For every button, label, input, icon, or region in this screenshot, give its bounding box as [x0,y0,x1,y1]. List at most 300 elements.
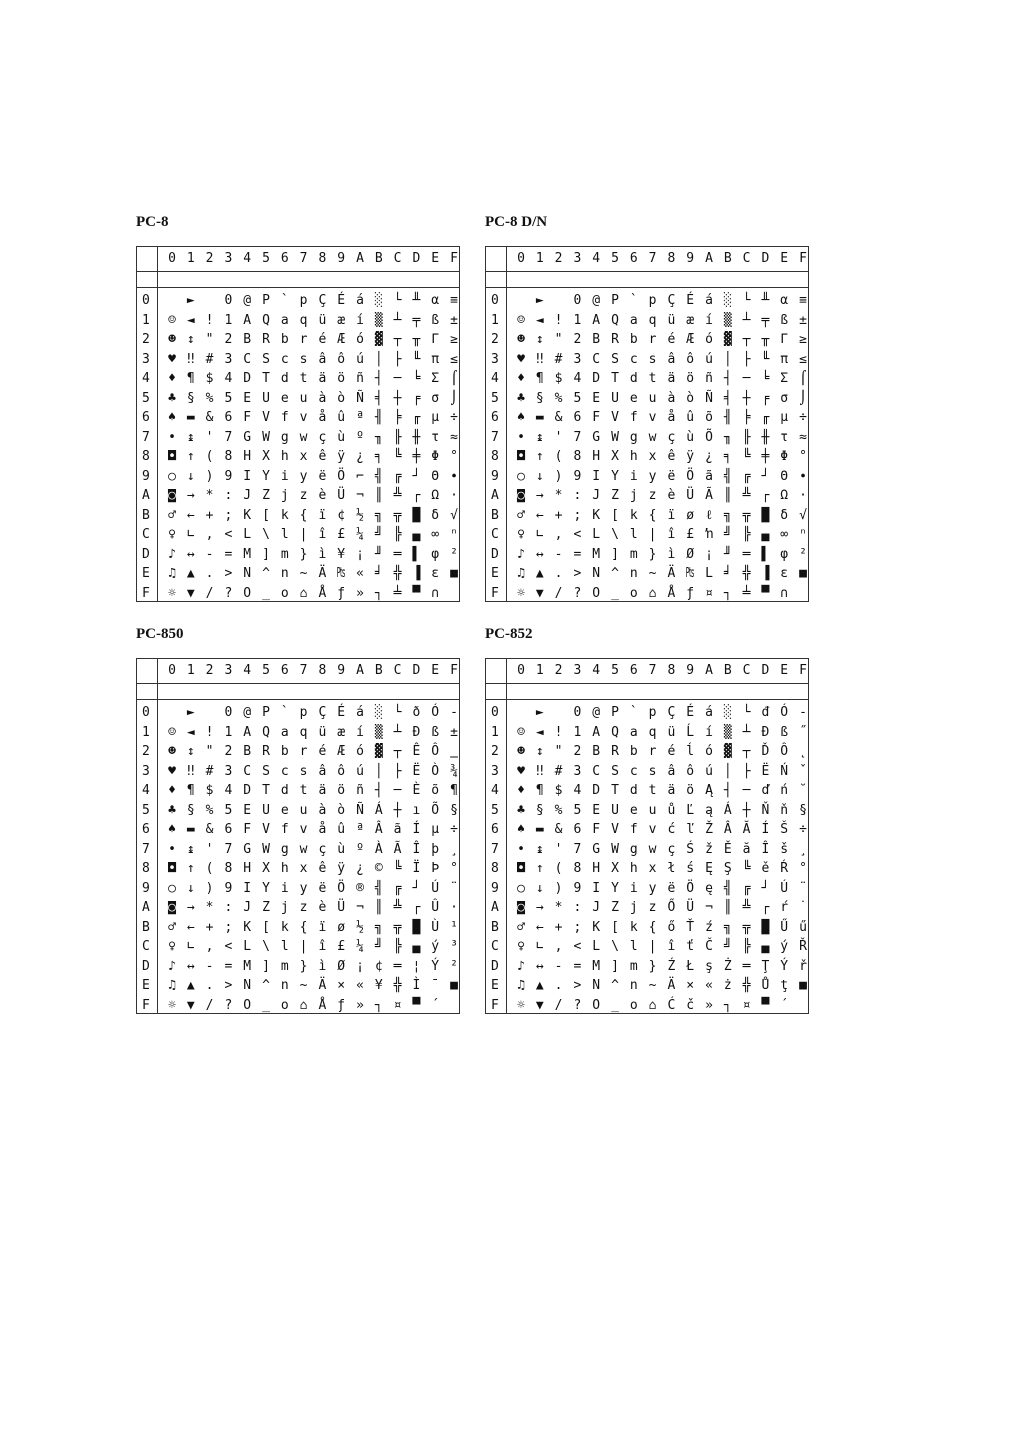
character-cell: Î [412,841,421,857]
character-cell: r [648,332,657,347]
character-cell: C [592,763,601,779]
character-cell: ╚ [742,449,751,464]
row-header: B [142,919,150,935]
character-cell [794,584,812,604]
character-cell: ¨ [450,880,458,896]
character-cell: $ [205,371,214,386]
character-cell: ` [629,705,638,720]
character-cell: & [205,822,214,837]
character-cell: x [648,449,657,464]
character-cell: ‼ [186,763,195,779]
character-cell: ê [667,449,676,464]
character-cell: 2 [224,332,233,347]
character-cell: A [592,312,601,328]
character-cell: D [592,371,601,386]
character-cell: Ç [318,293,327,308]
character-cell: : [224,900,233,915]
character-cell: ╦ [393,919,402,935]
character-cell: ∟ [535,527,544,542]
character-cell: ║ [723,900,732,915]
character-cell: ♪ [168,546,176,562]
character-cell: æ [337,724,346,740]
character-cell: ◄ [535,312,544,328]
character-cell: ℓ [705,507,713,523]
character-cell: ~ [648,978,657,993]
character-cell: a [280,312,289,328]
row-header: C [142,939,150,954]
character-cell: c [280,763,289,779]
character-cell: B [592,744,601,759]
character-cell: Š [780,822,789,837]
character-cell: § [450,802,458,818]
column-header: 2 [205,251,214,266]
character-cell: 8 [573,449,582,464]
character-cell: ╪ [761,449,770,464]
character-cell: ♦ [168,783,176,798]
character-cell: ╗ [723,507,732,523]
character-cell: / [205,997,214,1013]
character-cell: Ü [337,488,346,503]
character-cell: Î [761,841,770,857]
character-cell: N [243,566,252,581]
character-cell: ╦ [742,919,751,935]
character-cell: í [705,312,713,328]
row-header: D [491,546,499,562]
character-cell: Y [262,880,270,896]
character-cell: ☻ [517,744,525,759]
character-cell: h [280,861,289,876]
character-cell: ¬ [705,900,713,915]
character-cell: ▼ [535,997,544,1013]
character-cell: ë [318,880,327,896]
character-cell: á [356,705,364,720]
character-cell: j [280,488,289,503]
character-cell: F [243,822,252,837]
character-cell: K [243,507,252,523]
character-cell: $ [554,783,563,798]
character-cell: ♫ [168,566,176,581]
character-cell: δ [780,507,789,523]
character-cell: M [243,958,252,974]
character-cell: ♦ [168,371,176,386]
character-cell: ť [686,939,695,954]
character-cell: ä [318,783,327,798]
character-cell: ▓ [723,332,732,347]
row-header: 8 [491,449,499,464]
character-cell: i [280,880,289,896]
column-header: 8 [318,663,327,678]
character-cell: ε [780,566,789,581]
character-cell: ≈ [799,429,807,445]
character-cell: ▐ [761,566,770,581]
character-cell: - [205,958,214,974]
character-cell: é [318,744,327,759]
character-cell: a [280,724,289,740]
character-cell: ▒ [374,312,383,328]
character-cell: Ô [780,744,789,759]
character-cell: * [554,900,563,915]
row-header: 5 [491,390,499,406]
character-cell: ∞ [780,527,789,542]
character-cell: f [629,410,638,425]
character-cell: ♣ [517,802,525,818]
character-cell: | [648,939,657,954]
character-cell: n [280,566,289,581]
character-cell: Ú [431,880,440,896]
row-header: 1 [142,724,150,740]
character-cell: ř [799,958,807,974]
column-header: 3 [224,251,233,266]
character-cell: F [592,410,601,425]
character-cell: ╫ [761,429,770,445]
character-cell: ; [224,919,233,935]
character-cell: Z [611,488,619,503]
column-header: 1 [535,663,544,678]
character-cell: ♪ [517,958,525,974]
character-cell: ♦ [517,371,525,386]
character-cell: \ [611,939,619,954]
character-cell: ─ [393,371,402,386]
column-header: D [761,251,770,266]
character-cell: N [592,978,601,993]
column-header: A [356,251,364,266]
character-cell: ň [780,802,789,818]
row-header: 2 [491,744,499,759]
character-cell: ┬ [742,332,751,347]
character-cell: & [554,410,563,425]
character-cell: Ő [667,900,676,915]
character-cell: Ć [667,997,676,1013]
row-header: 7 [491,429,499,445]
character-cell: └ [742,293,751,308]
character-cell: » [356,585,364,601]
character-cell: ¨ [799,880,807,896]
column-header: 6 [280,251,289,266]
character-cell: æ [337,312,346,328]
character-cell: S [611,763,619,779]
header-divider-secondary [137,287,459,288]
column-header: 9 [337,251,346,266]
character-cell: Ť [686,919,695,935]
character-cell: Ó [431,705,440,720]
character-cell: ▓ [374,744,383,759]
character-cell: Ř [799,939,807,954]
character-cell: Y [262,468,270,484]
column-header: 2 [554,251,563,266]
character-cell: ╠ [393,527,402,542]
character-cell: h [629,449,638,464]
character-cell: å [667,410,676,425]
character-cell: ▲ [186,566,195,581]
character-cell: √ [799,507,807,523]
character-cell: ° [450,449,458,464]
character-cell: ♠ [517,410,525,425]
character-cell: ç [667,429,676,445]
character-cell: ^ [611,566,619,581]
column-header: F [799,251,807,266]
character-cell: _ [262,585,270,601]
character-cell: à [318,390,327,406]
row-header: E [142,978,150,993]
character-cell: J [243,488,252,503]
character-cell: ╔ [393,468,402,484]
character-cell: ═ [742,958,751,974]
character-cell: ~ [648,566,657,581]
character-cell: À [374,841,383,857]
character-cell: ó [705,332,713,347]
character-cell: , [554,939,563,954]
character-cell: é [318,332,327,347]
character-cell: ⌂ [648,997,657,1013]
character-cell: ¡ [356,958,364,974]
character-cell: ì [318,958,327,974]
row-header: 6 [491,822,499,837]
column-header: 0 [168,251,176,266]
character-cell: ┼ [742,390,751,406]
character-cell: ⌂ [648,585,657,601]
column-header: 2 [205,663,214,678]
character-cell: └ [393,705,402,720]
character-cell: ~ [299,566,308,581]
character-cell: â [667,351,676,367]
character-cell: + [554,507,563,523]
character-cell: ▬ [186,822,195,837]
character-cell: ▌ [761,546,770,562]
character-cell: ○ [168,468,176,484]
character-cell: ╓ [761,410,770,425]
row-header: C [142,527,150,542]
row-header: 8 [491,861,499,876]
character-cell: å [318,410,327,425]
character-cell: α [431,293,440,308]
character-cell: ¸ [799,841,807,857]
character-cell: t [299,371,308,386]
character-cell: c [280,351,289,367]
character-cell: ╩ [742,488,751,503]
character-cell: m [280,958,289,974]
character-cell: % [205,802,214,818]
character-cell: ┤ [374,371,383,386]
character-cell: ? [573,997,582,1013]
column-header: 7 [299,663,308,678]
character-cell: . [205,978,214,993]
character-cell: ↑ [186,449,195,464]
character-cell: { [648,507,657,523]
character-cell: Θ [431,468,440,484]
character-cell: É [337,293,346,308]
character-cell: Ê [412,744,421,759]
character-cell: þ [431,841,440,857]
character-cell: ■ [450,566,458,581]
character-cell: Ö [686,880,695,896]
character-cell: o [280,997,289,1013]
character-cell: ü [667,312,676,328]
column-header: E [431,251,440,266]
character-cell: ╚ [742,861,751,876]
character-cell: N [243,978,252,993]
character-cell: ⌠ [450,371,458,386]
character-cell: ú [356,351,364,367]
character-cell: U [611,390,619,406]
character-cell: O [592,997,601,1013]
character-cell: 9 [573,468,582,484]
character-cell: H [243,861,252,876]
character-cell: ┬ [742,744,751,759]
character-cell: P [611,705,619,720]
character-cell: " [205,332,214,347]
column-header: 6 [629,663,638,678]
character-cell: # [205,351,214,367]
character-cell: Í [412,822,421,837]
character-cell: ► [535,705,544,720]
character-cell: M [243,546,252,562]
character-cell: ↔ [186,546,195,562]
character-cell: ¿ [356,861,364,876]
character-cell: • [168,429,176,445]
character-cell: ˘ [799,783,807,798]
character-cell: ╣ [723,468,732,484]
character-cell: ƒ [686,585,695,601]
character-cell: ♫ [517,566,525,581]
character-cell: º [356,429,364,445]
character-cell: ┴ [742,312,751,328]
column-header: F [450,663,458,678]
column-header: B [374,663,383,678]
column-header: 2 [554,663,563,678]
character-cell: ; [573,507,582,523]
character-cell: b [629,332,638,347]
row-header: D [142,546,150,562]
character-cell: r [299,744,308,759]
character-cell: § [535,390,544,406]
character-cell: ♀ [168,527,176,542]
row-header: B [491,919,499,935]
character-cell: ä [667,783,676,798]
character-cell: + [554,919,563,935]
character-cell: ÿ [686,449,695,464]
character-cell: ( [205,861,214,876]
character-cell: ▒ [723,312,732,328]
character-cell: ƒ [337,997,346,1013]
character-cell: ║ [723,488,732,503]
character-cell: J [592,488,601,503]
character-cell: τ [431,429,440,445]
character-cell: ╔ [742,468,751,484]
character-cell: ß [431,724,440,740]
character-cell [163,703,181,723]
character-cell: ¡ [356,546,364,562]
header-divider-secondary [137,699,459,700]
character-cell: Ä [318,566,327,581]
column-header: A [705,251,713,266]
character-cell: 1 [224,312,233,328]
character-cell: ô [686,763,695,779]
character-cell: µ [431,410,440,425]
character-cell: « [356,566,364,581]
header-divider [486,683,808,684]
character-cell: ░ [374,293,383,308]
character-cell: â [667,763,676,779]
column-header: 1 [186,663,195,678]
character-cell: ♂ [517,919,525,935]
character-cell: ∩ [431,585,440,601]
character-cell: + [205,507,214,523]
character-cell: ├ [742,351,751,367]
character-cell: │ [374,351,383,367]
character-cell: Ą [705,783,713,798]
character-cell: ´ [780,997,789,1013]
row-header: 8 [142,861,150,876]
character-cell: ▲ [535,978,544,993]
character-cell: ) [554,468,563,484]
character-cell: ˇ [799,763,807,779]
character-cell: ° [799,861,807,876]
character-cell: u [299,390,308,406]
character-cell: S [611,351,619,367]
column-header: 9 [686,251,695,266]
column-header: F [799,663,807,678]
character-cell: X [611,861,619,876]
character-cell: Γ [431,332,440,347]
character-cell: → [535,488,544,503]
character-cell: ² [450,546,458,562]
character-cell: A [243,724,252,740]
character-cell: l [629,527,638,542]
character-cell: ç [318,429,327,445]
character-cell: ╕ [723,449,732,464]
character-cell: ® [356,880,364,896]
character-cell: ☼ [168,585,176,601]
character-cell: p [299,705,308,720]
character-cell: ¡ [705,546,713,562]
character-cell: Ě [723,841,732,857]
header-divider-secondary [486,287,808,288]
character-cell: p [648,293,657,308]
character-cell: / [554,585,563,601]
character-cell: ╚ [393,449,402,464]
character-cell: § [535,802,544,818]
character-cell: ≡ [799,293,807,308]
character-cell: ï [667,507,676,523]
character-cell: Æ [686,332,695,347]
character-cell: ◙ [517,488,525,503]
character-cell: ĺ [686,744,695,759]
character-cell: ╨ [412,293,421,308]
character-cell: G [243,841,252,857]
column-header: 8 [667,251,676,266]
character-cell: + [205,919,214,935]
column-header: 7 [299,251,308,266]
character-cell: A [243,312,252,328]
character-cell: ⌡ [799,390,807,406]
character-cell: ½ [356,919,364,935]
character-cell: ╠ [393,939,402,954]
character-cell: Ü [686,900,695,915]
column-header: E [780,251,789,266]
row-header: 0 [142,293,150,308]
character-cell: ? [573,585,582,601]
character-cell: P [262,293,270,308]
character-cell: L [243,527,252,542]
character-cell [201,703,219,723]
character-cell: n [629,566,638,581]
character-cell: ˝ [799,724,807,740]
character-cell: | [648,527,657,542]
character-cell: █ [761,507,770,523]
character-cell: Ö [337,468,346,484]
row-header: 4 [142,371,150,386]
header-divider [137,271,459,272]
